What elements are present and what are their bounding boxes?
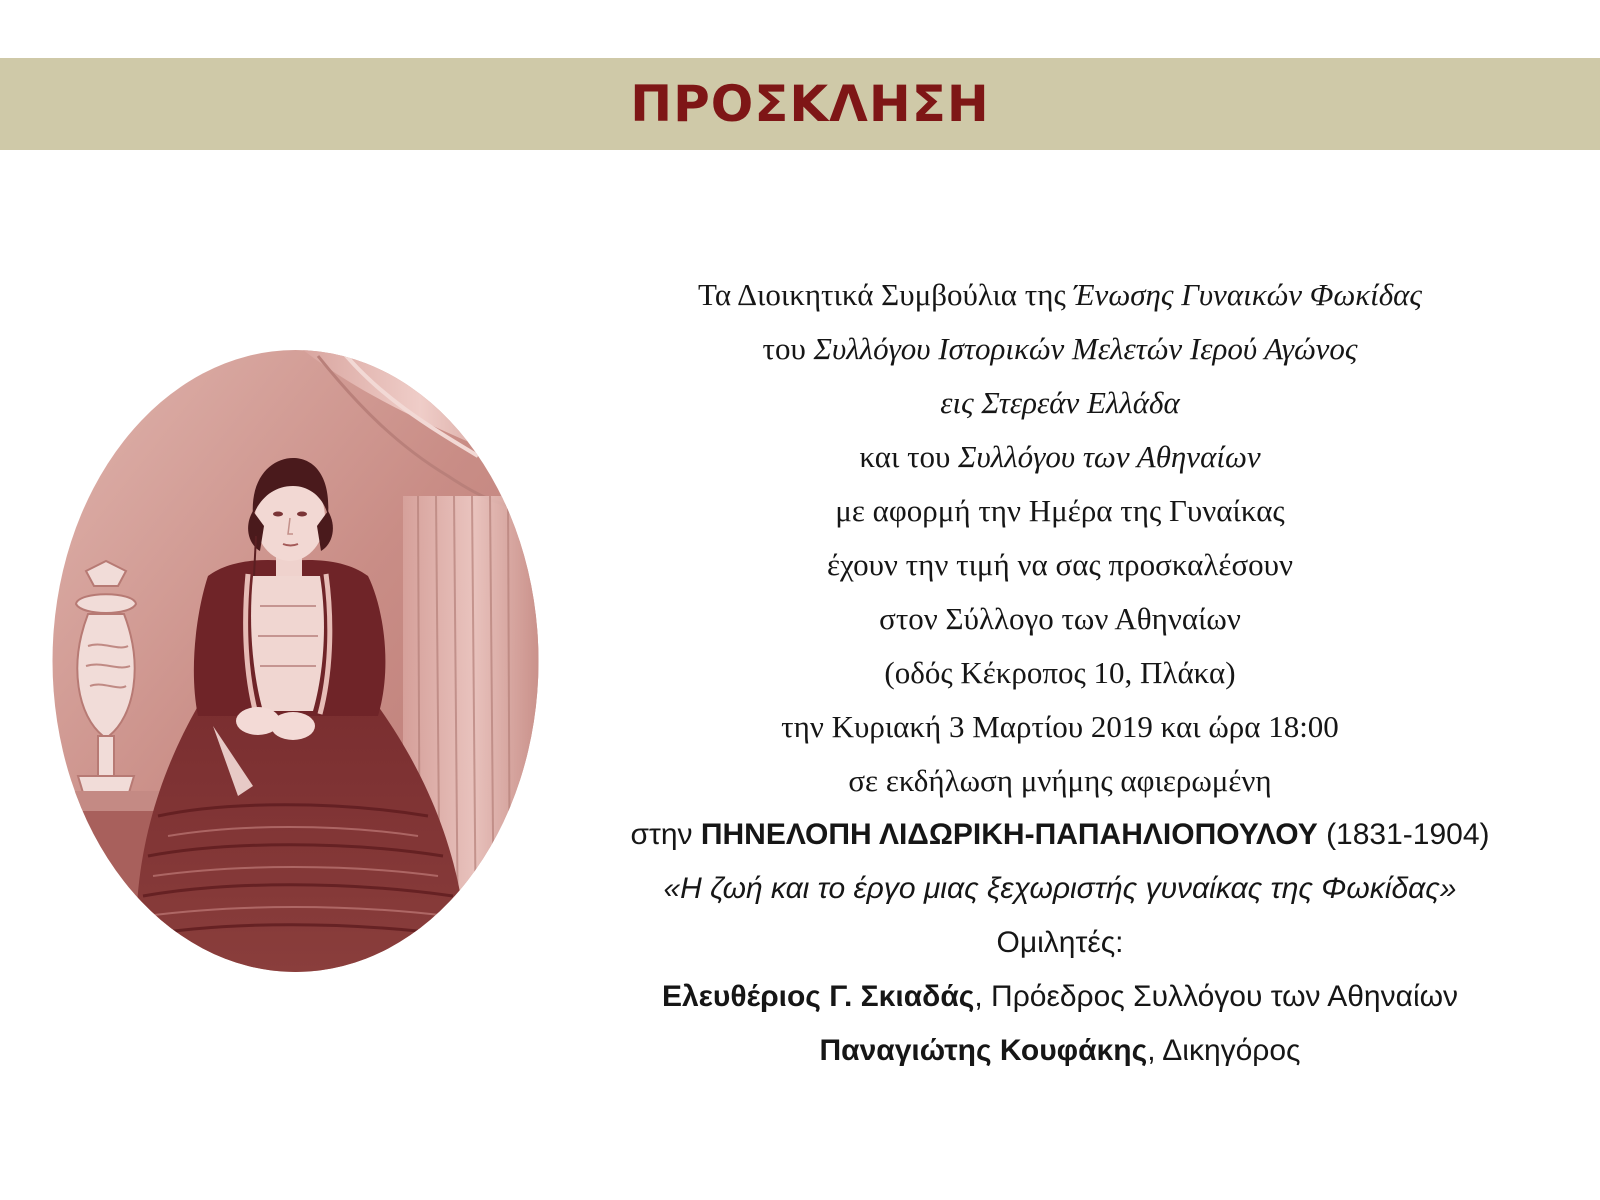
event-datetime: την Κυριακή 3 Μαρτίου 2019 και ώρα 18:00 bbox=[781, 709, 1339, 744]
invitation-line-3: εις Στερεάν Ελλάδα bbox=[940, 385, 1180, 420]
event-address: (οδός Κέκροπος 10, Πλάκα) bbox=[884, 655, 1236, 690]
invitation-text bbox=[560, 268, 1560, 1078]
portrait-image bbox=[48, 346, 543, 976]
honoree-name: ΠΗΝΕΛΟΠΗ ΛΙΔΩΡΙΚΗ-ΠΑΠΑΗΛΙΟΠΟΥΛΟΥ bbox=[700, 818, 1318, 851]
speaker-1: Ελευθέριος Γ. Σκιαδάς, Πρόεδρος Συλλόγου των Αθηναίων bbox=[661, 980, 1459, 1013]
title-band bbox=[0, 58, 1600, 150]
honoree-line: στην ΠΗΝΕΛΟΠΗ ΛΙΔΩΡΙΚΗ-ΠΑΠΑΗΛΙΟΠΟΥΛΟΥ (1831-1904) bbox=[630, 818, 1490, 851]
speakers-heading: Ομιλητές: bbox=[996, 926, 1124, 959]
invitation-line-4: και του Συλλόγου των Αθηναίων bbox=[859, 439, 1261, 474]
invitation-line-6: έχουν την τιμή να σας προσκαλέσουν bbox=[826, 547, 1294, 582]
event-theme: «Η ζωή και το έργο μιας ξεχωριστής γυναίκας της Φωκίδας» bbox=[663, 872, 1457, 905]
invitation-line-10: σε εκδήλωση μνήμης αφιερωμένη bbox=[848, 763, 1272, 798]
invitation-line-7: στον Σύλλογο των Αθηναίων bbox=[879, 601, 1241, 636]
speaker-2: Παναγιώτης Κουφάκης, Δικηγόρος bbox=[819, 1034, 1301, 1067]
portrait-oval-icon bbox=[48, 346, 543, 976]
invitation-line-1: Τα Διοικητικά Συμβούλια της Ένωσης Γυναικών Φωκίδας bbox=[698, 277, 1422, 312]
invitation-line-5: με αφορμή την Ημέρα της Γυναίκας bbox=[835, 493, 1285, 528]
page-title: ΠΡΟΣΚΛΗΣΗ bbox=[630, 75, 990, 133]
invitation-line-2: του Συλλόγου Ιστορικών Μελετών Ιερού Αγώνος bbox=[762, 331, 1358, 366]
